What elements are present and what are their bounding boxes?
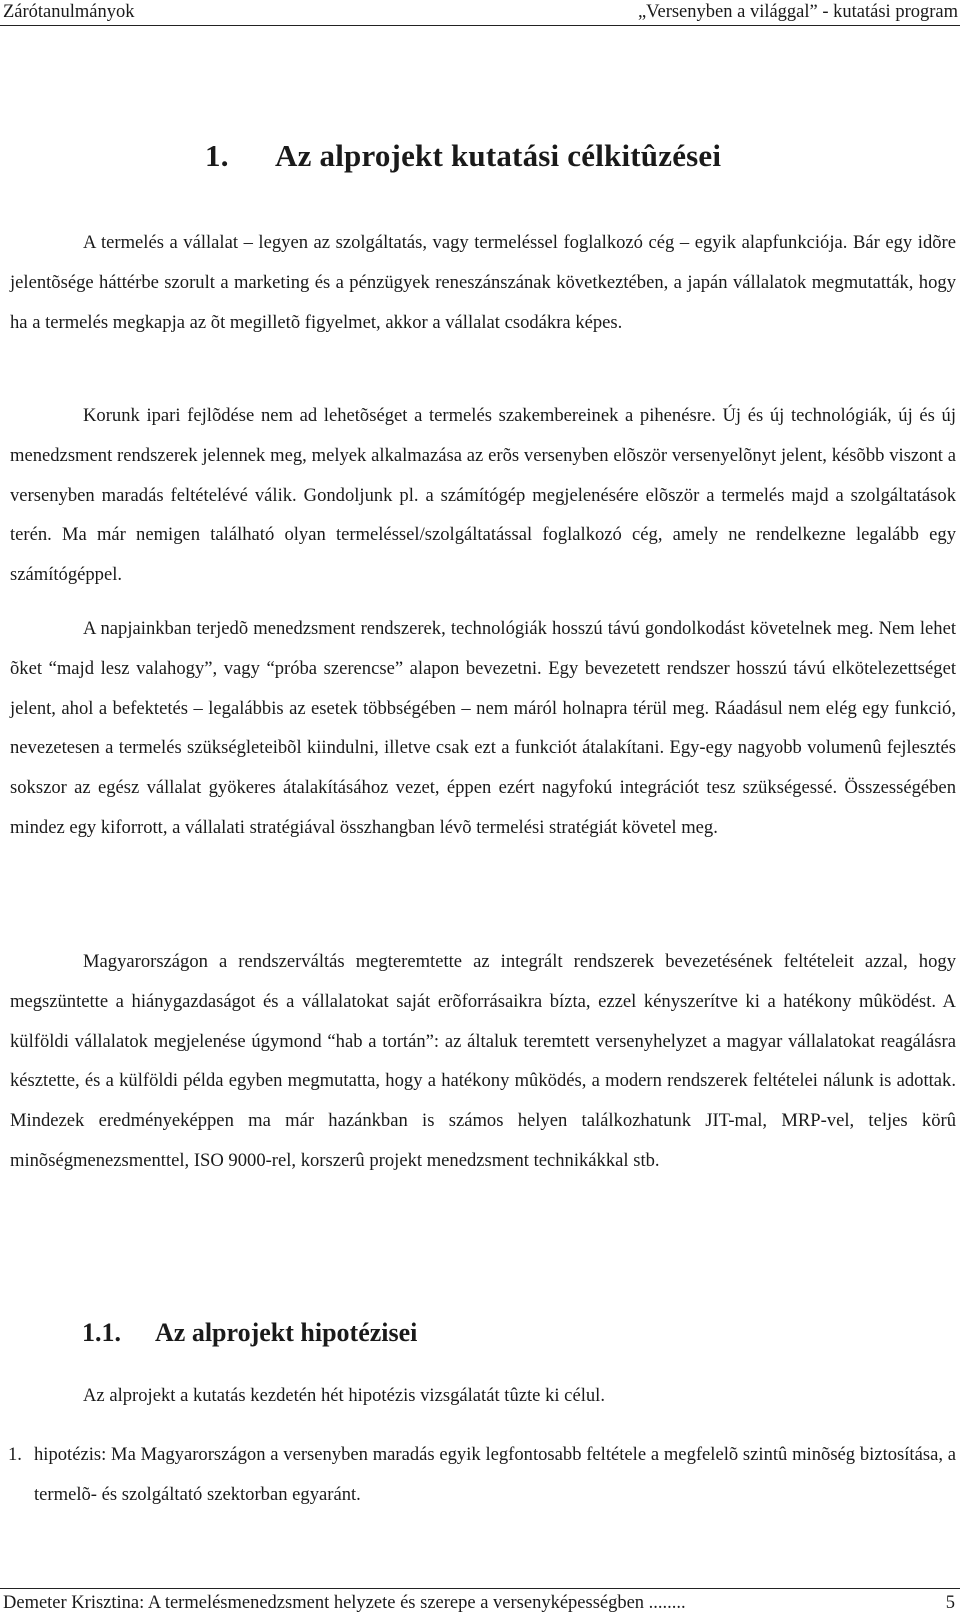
section-heading [205, 138, 721, 174]
paragraph: A napjainkban terjedõ menedzsment rendszerek, technológiák hosszú távú gondolkodást követelnek meg. Nem lehet õket “majd lesz valahogy”, vagy “próba szerencse” alapon bevezetni. Egy bevezetett rendszer hosszú távú elkötelezettséget jelent, ahol a befektetés – legalábbis az esetek többségében – nem máról holnapra térül meg. Ráadásul nem elég egy funkció, nevezetesen a termelés szükségleteibõl kiindulni, illetve csak ezt a funkciót átalakítani. Egy-egy nagyobb volumenû fejlesztés sokszor az egész vállalat gyökeres átalakításához vezet, éppen ezért nagyfokú integrációt tesz szükségessé. Összességében mindez egy kiforrott, a vállalati stratégiával összhangban lévõ termelési stratégiát követel meg. [10, 618, 956, 838]
subsection-intro: Az alprojekt a kutatás kezdetén hét hipotézis vizsgálatát tûzte ki célul. [83, 1385, 605, 1406]
paragraph: A termelés a vállalat – legyen az szolgáltatás, vagy termeléssel foglalkozó cég – egyik alapfunkciója. Bár egy idõre jelentõsége háttérbe szorult a marketing és a pénzügyek reneszánszának következtében, a japán vállalatok megmutatták, hogy ha a termelés megkapja az õt megilletõ figyelmet, akkor a vállalat csodákra képes. [10, 232, 956, 333]
running-header [0, 0, 960, 26]
header-left-text: Zárótanulmányok [3, 2, 135, 22]
footer-left-text: Demeter Krisztina: A termelésmenedzsment helyzete és szerepe a versenyképességben ........ [3, 1593, 686, 1613]
section-number: 1. [205, 138, 229, 173]
subsection-heading [82, 1318, 417, 1348]
running-footer [0, 1588, 960, 1617]
paragraph: Magyarországon a rendszerváltás megteremtette az integrált rendszerek bevezetésének feltételeit azzal, hogy megszüntette a hiánygazdaságot és a vállalatokat saját erõforrásaikra bízta, ezzel kényszerítve ki a hatékony mûködést. A külföldi vállalatok megjelenése úgymond “hab a tortán”: az általuk teremtett versenyhelyzet a magyar vállalatokat reagálásra késztette, és a külföldi példa egyben megmutatta, hogy a hatékony mûködés, a modern rendszerek feltételei nálunk is adottak. Mindezek eredményeképpen ma már hazánkban is számos helyen találkozhatunk JIT-mal, MRP-vel, teljes körû minõségmenezsmenttel, ISO 9000-rel, korszerû projekt menedzsment technikákkal stb. [10, 951, 956, 1171]
section-title: Az alprojekt kutatási célkitûzései [275, 138, 722, 173]
hypothesis-text: hipotézis: Ma Magyarországon a versenyben maradás egyik legfontosabb feltétele a megfelelõ szintû minõség biztosítása, a termelõ- és szolgáltató szektorban egyaránt. [34, 1444, 956, 1505]
header-right-text: „Versenyben a világgal” - kutatási program [637, 2, 958, 22]
page-number: 5 [945, 1593, 955, 1613]
hypothesis-item [10, 1435, 956, 1515]
subsection-number: 1.1. [82, 1318, 121, 1347]
hypothesis-number: 1. [8, 1444, 22, 1465]
subsection-title: Az alprojekt hipotézisei [155, 1318, 418, 1347]
paragraph: Korunk ipari fejlõdése nem ad lehetõséget a termelés szakembereinek a pihenésre. Új és új technológiák, új és új menedzsment rendszerek jelennek meg, melyek alkalmazása az erõs versenyben elõször versenyelõnyt jelent, késõbb viszont a versenyben maradás feltételévé válik. Gondoljunk pl. a számítógép megjelenésére elõször a termelés majd a szolgáltatások terén. Ma már nemigen található olyan termeléssel/szolgáltatással foglalkozó cég, amely ne rendelkezne legalább egy számítógéppel. [10, 405, 956, 586]
